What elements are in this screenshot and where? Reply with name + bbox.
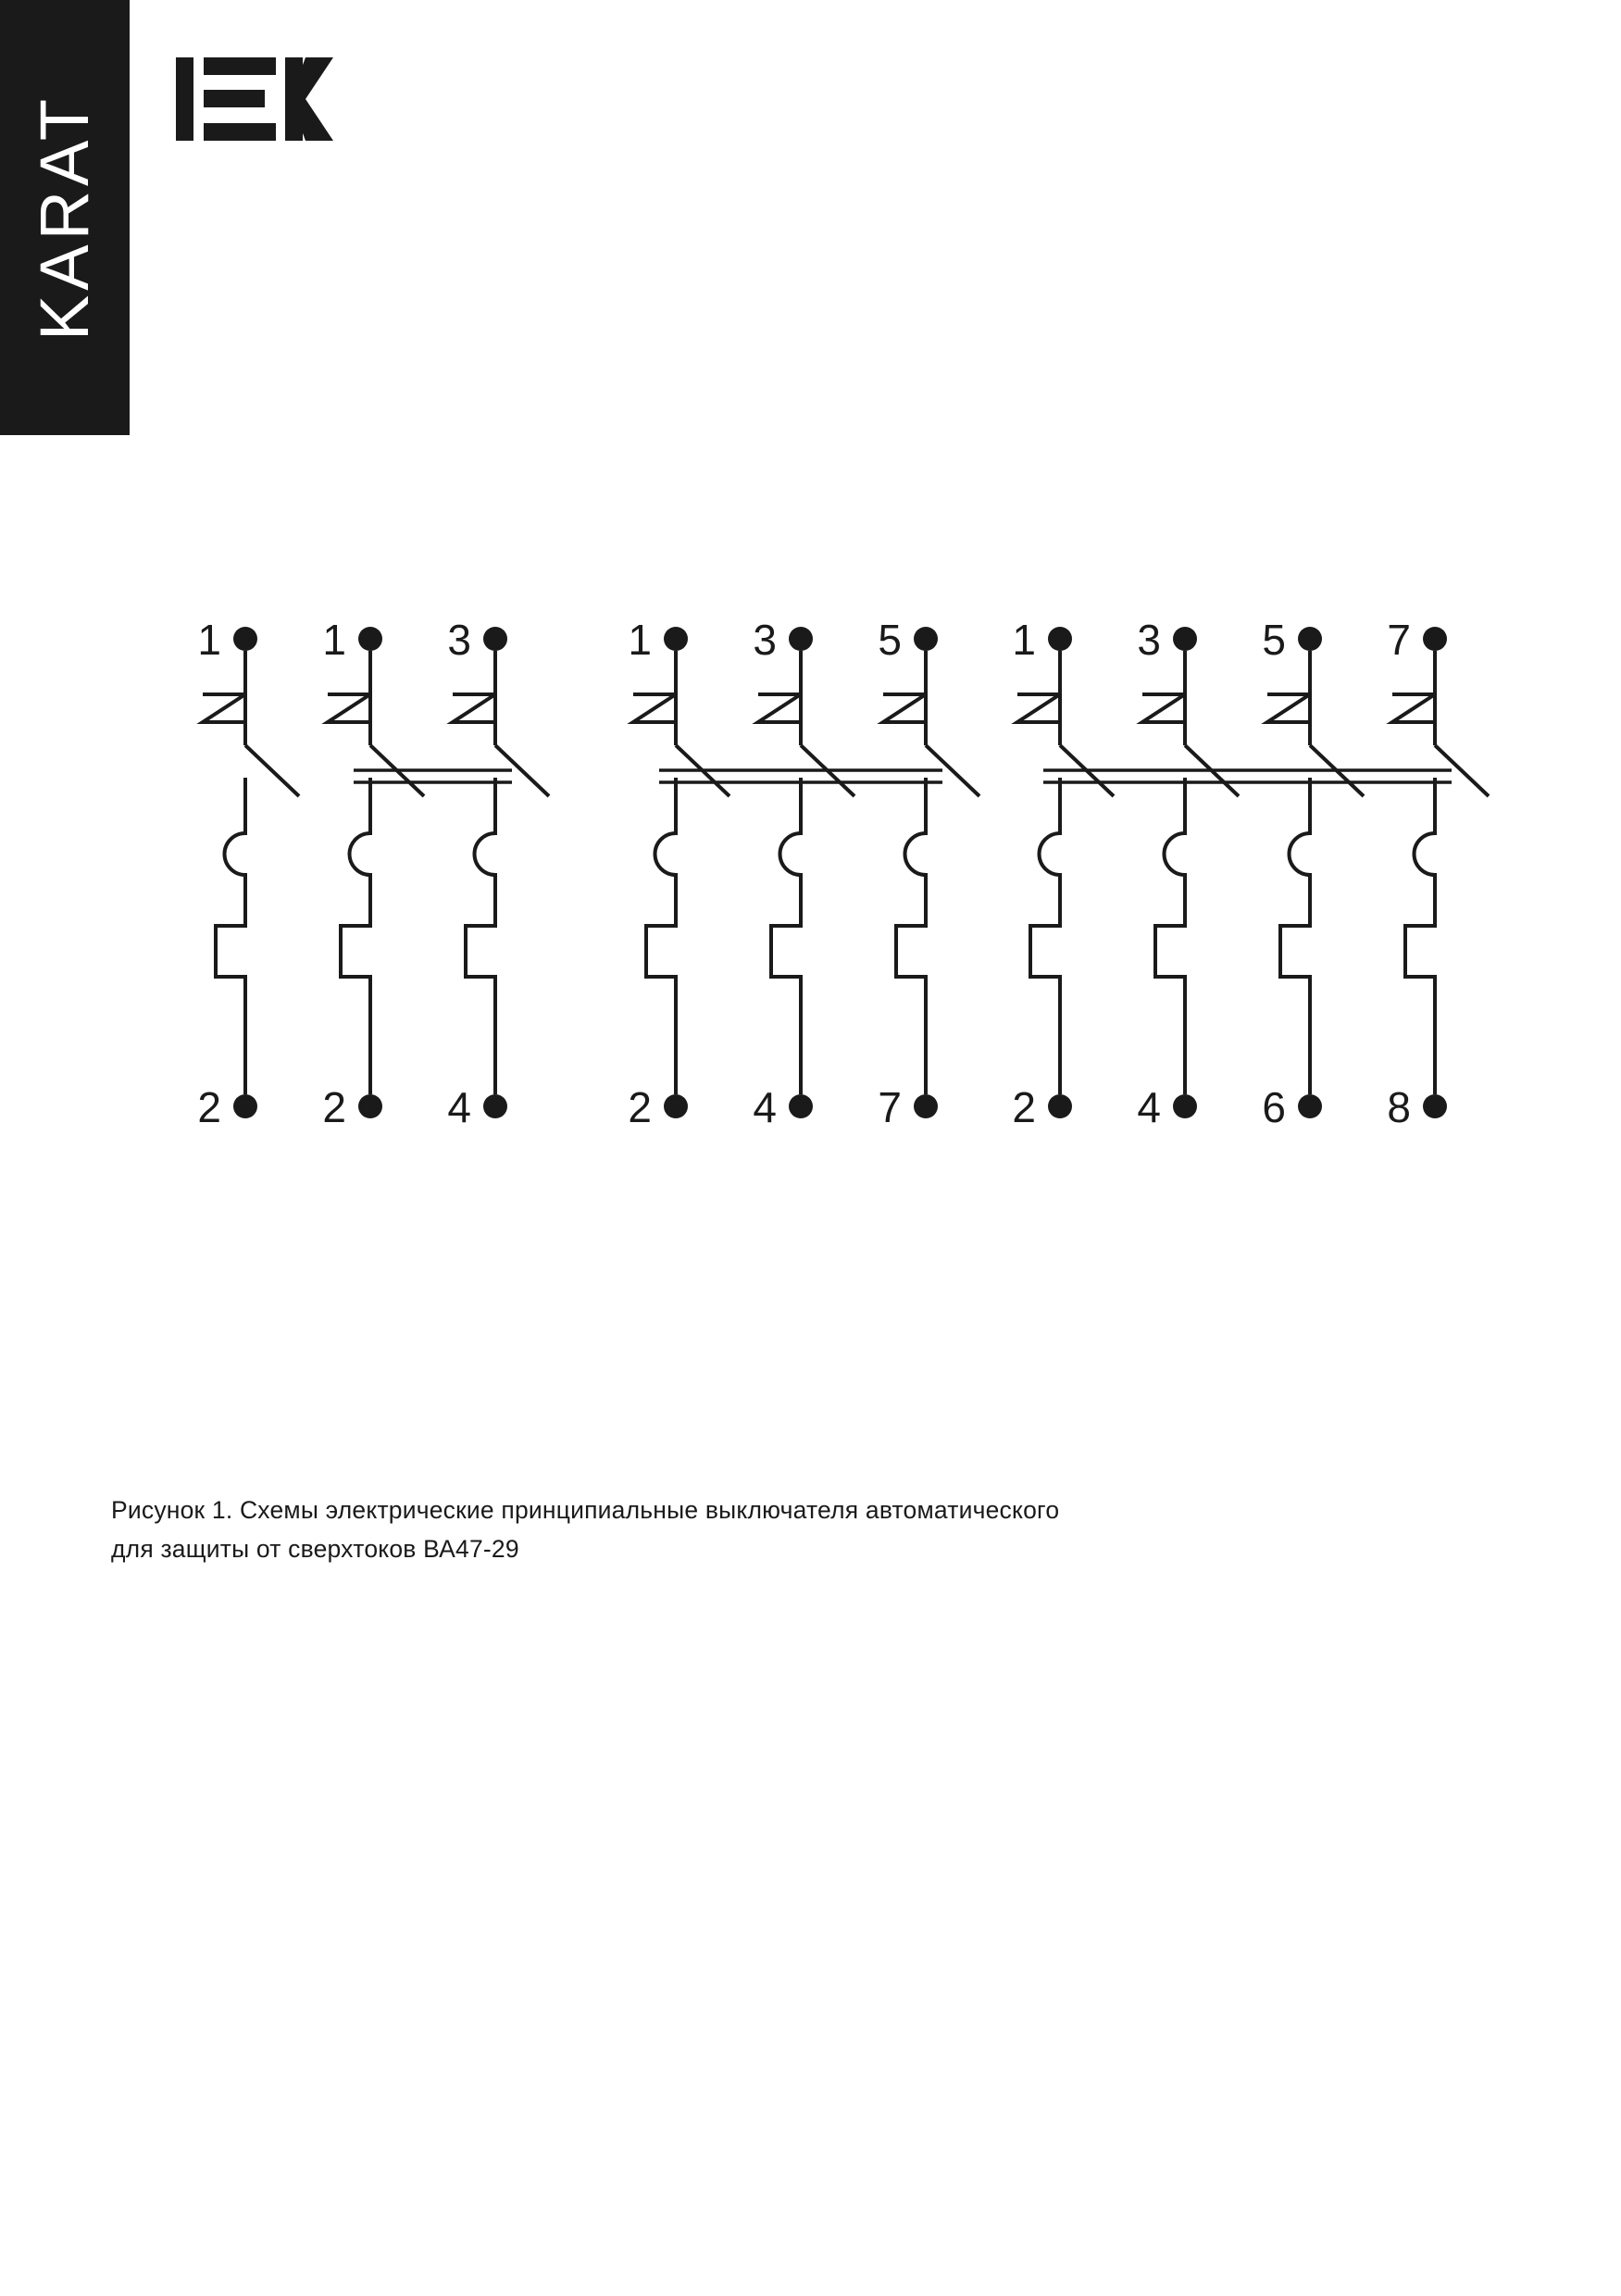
- terminal-dot-top-7-g4: [1423, 627, 1447, 651]
- terminal-dot-bottom-6-g4: [1298, 1094, 1322, 1118]
- terminal-dot-bottom-7-g3: [914, 1094, 938, 1118]
- terminal-dot-bottom-2-g2: [358, 1094, 382, 1118]
- terminal-dot-top-3-g2: [483, 627, 507, 651]
- figure-caption: [111, 1491, 1315, 1568]
- terminal-dot-bottom-4-g3: [789, 1094, 813, 1118]
- terminal-label-bottom-7-g3: 7: [878, 1083, 902, 1131]
- terminal-dot-bottom-2-g4: [1048, 1094, 1072, 1118]
- terminal-label-bottom-4-g4: 4: [1137, 1083, 1161, 1131]
- terminal-label-bottom-6-g4: 6: [1262, 1083, 1286, 1131]
- terminal-label-top-1-g2: 1: [322, 616, 346, 664]
- terminal-dot-bottom-2-g3: [664, 1094, 688, 1118]
- terminal-dot-top-3-g4: [1173, 627, 1197, 651]
- brand-side-tab: [0, 0, 130, 435]
- terminal-dot-bottom-4-g2: [483, 1094, 507, 1118]
- figure-caption-line-2: для защиты от сверхтоков ВА47-29: [111, 1535, 519, 1563]
- terminal-label-top-1-g1: 1: [197, 616, 221, 664]
- terminal-label-bottom-4-g3: 4: [753, 1083, 777, 1131]
- terminal-dot-top-1-g1: [233, 627, 257, 651]
- terminal-dot-top-5-g3: [914, 627, 938, 651]
- terminal-dot-bottom-4-g4: [1173, 1094, 1197, 1118]
- terminal-label-bottom-4-g2: 4: [447, 1083, 471, 1131]
- terminal-label-top-5-g4: 5: [1262, 616, 1286, 664]
- terminal-label-bottom-2-g3: 2: [628, 1083, 652, 1131]
- iek-logo: [176, 57, 361, 141]
- terminal-label-top-3-g4: 3: [1137, 616, 1161, 664]
- terminal-label-top-1-g4: 1: [1012, 616, 1036, 664]
- terminal-dot-top-5-g4: [1298, 627, 1322, 651]
- terminal-dot-top-1-g3: [664, 627, 688, 651]
- terminal-dot-top-1-g4: [1048, 627, 1072, 651]
- terminal-dot-top-1-g2: [358, 627, 382, 651]
- terminal-dot-bottom-8-g4: [1423, 1094, 1447, 1118]
- terminal-dot-top-3-g3: [789, 627, 813, 651]
- terminal-label-bottom-2-g2: 2: [322, 1083, 346, 1131]
- brand-side-tab-label: KARAT: [26, 94, 103, 342]
- terminal-label-top-7-g4: 7: [1387, 616, 1411, 664]
- terminal-label-top-3-g2: 3: [447, 616, 471, 664]
- terminal-label-bottom-2-g1: 2: [197, 1083, 221, 1131]
- terminal-label-top-1-g3: 1: [628, 616, 652, 664]
- figure-caption-line-1: Рисунок 1. Схемы электрические принципиальные выключателя автоматического: [111, 1496, 1060, 1524]
- terminal-label-top-5-g3: 5: [878, 616, 902, 664]
- terminal-label-bottom-8-g4: 8: [1387, 1083, 1411, 1131]
- circuit-diagram-svg: [0, 555, 1621, 1204]
- terminal-label-top-3-g3: 3: [753, 616, 777, 664]
- terminal-dot-bottom-2-g1: [233, 1094, 257, 1118]
- circuit-diagrams: [0, 555, 1621, 1204]
- terminal-label-bottom-2-g4: 2: [1012, 1083, 1036, 1131]
